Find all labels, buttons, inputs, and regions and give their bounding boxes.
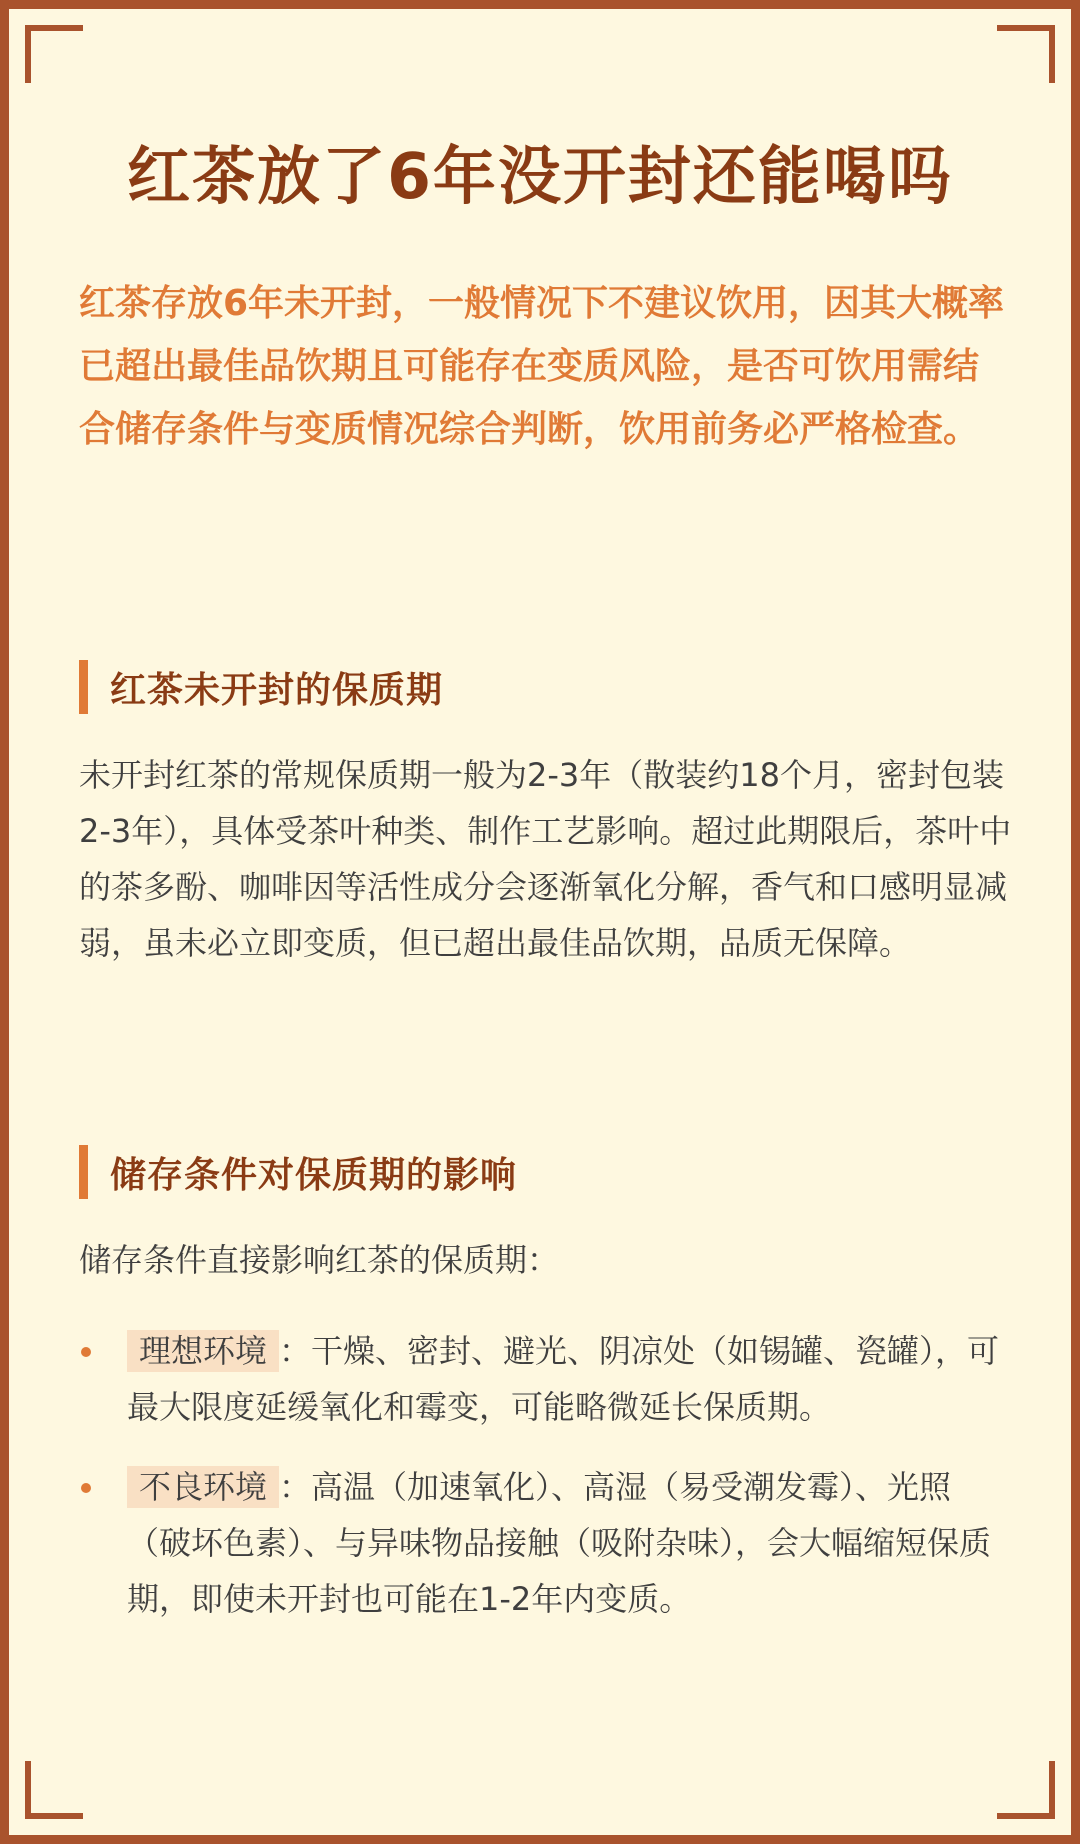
bullet-term-highlight: 理想环境: [127, 1330, 279, 1372]
section-accent-bar: [79, 660, 88, 714]
section-heading-text: 储存条件对保质期的影响: [110, 1154, 518, 1196]
section-heading-shelf-life: [79, 660, 443, 714]
storage-conditions-list: [79, 1323, 1014, 1651]
page-title: 红茶放了6年没开封还能喝吗: [127, 140, 953, 213]
section-paragraph-storage: 储存条件直接影响红茶的保质期：: [79, 1241, 560, 1279]
corner-ornament-bottom-right: [997, 1761, 1055, 1819]
bullet-dot-icon: [81, 1347, 91, 1357]
section-heading-storage: [79, 1145, 517, 1199]
bullet-term-highlight: 不良环境: [127, 1466, 279, 1508]
bullet-text: ：干燥、密封、避光、阴凉处（如锡罐、瓷罐），可最大限度延缓氧化和霉变，可能略微延长保质期。: [127, 1332, 1000, 1426]
list-item-poor-environment: [79, 1459, 1014, 1627]
bullet-dot-icon: [81, 1483, 91, 1493]
list-item-ideal-environment: [79, 1323, 1014, 1435]
corner-ornament-bottom-left: [25, 1761, 83, 1819]
corner-ornament-top-right: [997, 25, 1055, 83]
section-heading-text: 红茶未开封的保质期: [110, 669, 444, 711]
section-accent-bar: [79, 1145, 88, 1199]
bullet-text: ：高温（加速氧化）、高湿（易受潮发霉）、光照（破坏色素）、与异味物品接触（吸附杂味），会大幅缩短保质期，即使未开封也可能在1-2年内变质。: [127, 1468, 992, 1618]
corner-ornament-top-left: [25, 25, 83, 83]
section-paragraph-shelf-life: 未开封红茶的常规保质期一般为2-3年（散装约18个月，密封包装2-3年），具体受茶叶种类、制作工艺影响。超过此期限后，茶叶中的茶多酚、咖啡因等活性成分会逐渐氧化分解，香气和口感明显减弱，虽未必立即变质，但已超出最佳品饮期，品质无保障。: [79, 756, 1012, 962]
summary-text: 红茶存放6年未开封，一般情况下不建议饮用，因其大概率已超出最佳品饮期且可能存在变质风险，是否可饮用需结合储存条件与变质情况综合判断，饮用前务必严格检查。: [79, 283, 1005, 450]
